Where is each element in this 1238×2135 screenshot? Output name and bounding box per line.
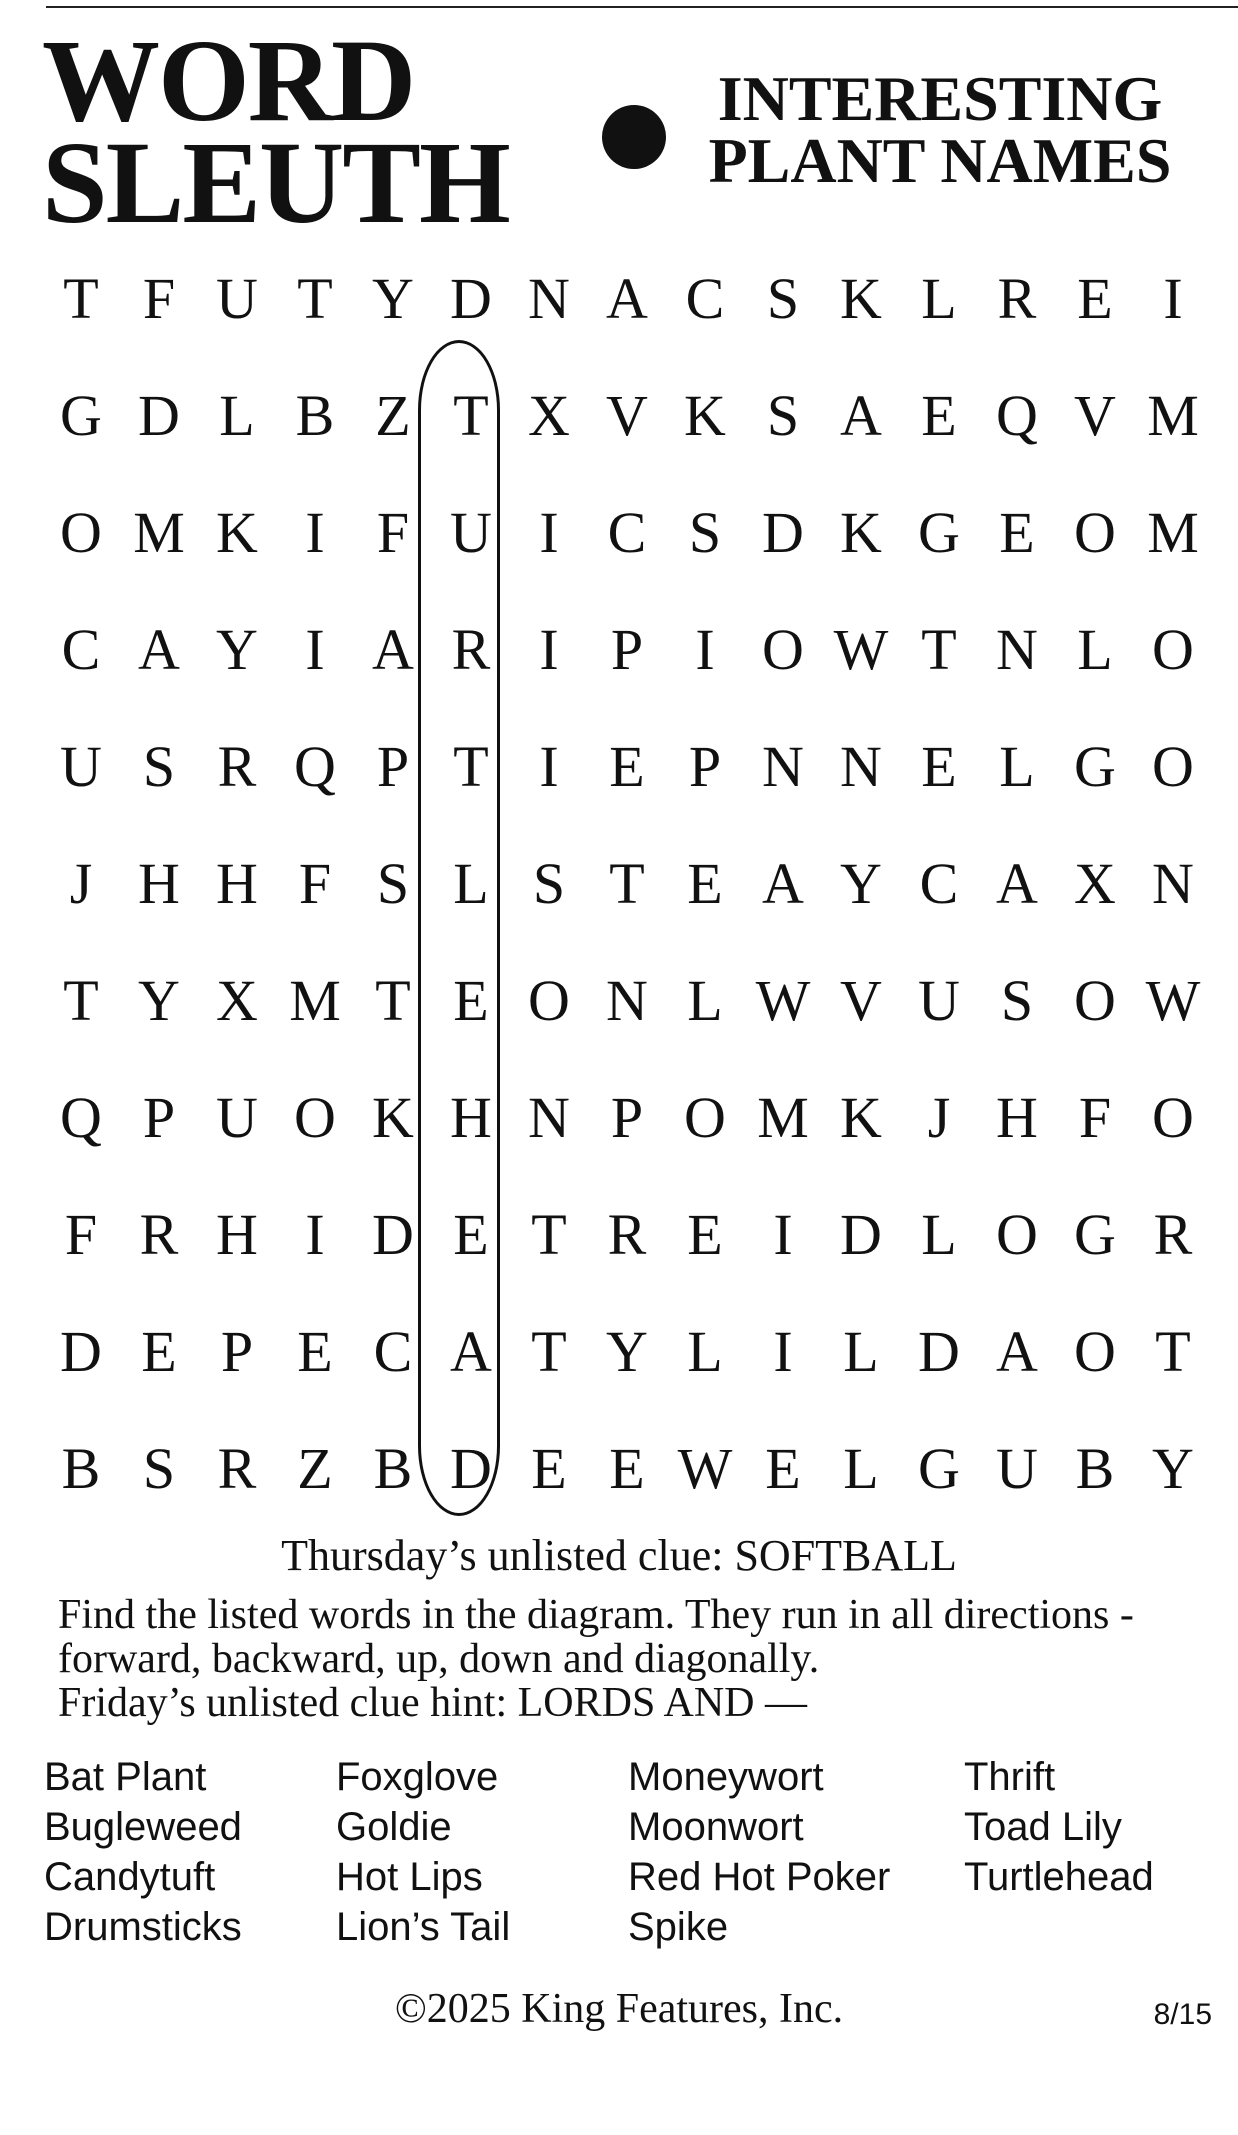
grid-letter[interactable]: O <box>762 617 804 682</box>
grid-letter[interactable]: L <box>1077 617 1113 682</box>
grid-letter[interactable]: O <box>996 1202 1038 1267</box>
grid-letter[interactable]: K <box>372 1085 414 1150</box>
grid-letter[interactable]: V <box>840 968 882 1033</box>
grid-letter[interactable]: J <box>927 1085 951 1150</box>
instructions-line-2: forward, backward, up, down and diagonally. <box>58 1636 820 1682</box>
grid-letter[interactable]: L <box>687 968 723 1033</box>
grid-letter[interactable]: A <box>996 1319 1038 1384</box>
grid-letter[interactable]: I <box>695 617 715 682</box>
grid-letter[interactable]: W <box>833 617 889 682</box>
grid-letter[interactable]: U <box>60 734 102 799</box>
grid-letter[interactable]: T <box>453 734 489 799</box>
word-list-item: Thrift <box>964 1755 1056 1799</box>
grid-letter[interactable]: T <box>453 383 489 448</box>
grid-letter[interactable]: N <box>762 734 804 799</box>
grid-letter[interactable]: G <box>60 383 102 448</box>
grid-letter[interactable]: S <box>766 383 800 448</box>
grid-letter[interactable]: I <box>773 1319 793 1384</box>
word-list-item: Spike <box>628 1905 729 1949</box>
grid-letter[interactable]: D <box>918 1319 960 1384</box>
grid-letter[interactable]: E <box>531 1436 567 1501</box>
grid-letter[interactable]: A <box>450 1319 492 1384</box>
word-list-column-4 <box>964 1752 1154 1902</box>
grid-letter[interactable]: C <box>61 617 101 682</box>
grid-letter[interactable]: L <box>219 383 255 448</box>
grid-letter[interactable]: T <box>531 1319 567 1384</box>
grid-letter[interactable]: B <box>61 1436 101 1501</box>
word-list-item: Goldie <box>336 1805 452 1849</box>
grid-letter[interactable]: J <box>69 851 93 916</box>
grid-letter[interactable]: E <box>765 1436 801 1501</box>
grid-letter[interactable]: T <box>297 266 333 331</box>
grid-letter[interactable]: A <box>762 851 804 916</box>
brand-line-2: SLEUTH <box>42 117 509 248</box>
grid-letter[interactable]: U <box>996 1436 1038 1501</box>
grid-letter[interactable]: R <box>139 1202 179 1267</box>
grid-letter[interactable]: Y <box>840 851 882 916</box>
instructions-line-1: Find the listed words in the diagram. They run in all directions - <box>58 1592 1134 1638</box>
grid-letter[interactable]: E <box>687 851 723 916</box>
grid-letter[interactable]: F <box>1078 1085 1112 1150</box>
instructions-line-3: Friday’s unlisted clue hint: LORDS AND — <box>58 1680 807 1726</box>
grid-letter[interactable]: K <box>216 500 258 565</box>
grid-letter[interactable]: T <box>531 1202 567 1267</box>
grid-letter[interactable]: P <box>688 734 722 799</box>
word-list-column-1 <box>44 1752 242 1952</box>
grid-letter[interactable]: L <box>999 734 1035 799</box>
grid-letter[interactable]: H <box>216 851 258 916</box>
grid-letter[interactable]: O <box>1152 617 1194 682</box>
grid-letter[interactable]: F <box>298 851 332 916</box>
grid-letter[interactable]: D <box>138 383 180 448</box>
grid-letter[interactable]: D <box>762 500 804 565</box>
grid-letter[interactable]: T <box>609 851 645 916</box>
grid-letter[interactable]: O <box>1152 1085 1194 1150</box>
grid-letter[interactable]: D <box>840 1202 882 1267</box>
grid-letter[interactable]: K <box>684 383 726 448</box>
grid-letter[interactable]: V <box>606 383 648 448</box>
grid-letter[interactable]: A <box>996 851 1038 916</box>
grid-letter[interactable]: D <box>372 1202 414 1267</box>
grid-letter[interactable]: W <box>677 1436 733 1501</box>
grid-letter[interactable]: A <box>840 383 882 448</box>
grid-letter[interactable]: X <box>1074 851 1116 916</box>
word-list-item: Moonwort <box>628 1805 804 1849</box>
grid-letter[interactable]: T <box>921 617 957 682</box>
grid-letter[interactable]: E <box>453 1202 489 1267</box>
grid-letter[interactable]: T <box>1155 1319 1191 1384</box>
grid-letter[interactable]: M <box>289 968 341 1033</box>
grid-letter[interactable]: Q <box>60 1085 102 1150</box>
grid-letter[interactable]: M <box>1147 500 1199 565</box>
grid-letter[interactable]: O <box>528 968 570 1033</box>
grid-letter[interactable]: G <box>918 500 960 565</box>
grid-letter[interactable]: P <box>376 734 410 799</box>
grid-letter[interactable]: R <box>217 734 257 799</box>
grid-letter[interactable]: Q <box>294 734 336 799</box>
word-list-item: Moneywort <box>628 1755 824 1799</box>
grid-letter[interactable]: P <box>610 1085 644 1150</box>
word-list-item: Foxglove <box>336 1755 499 1799</box>
instructions <box>58 1593 1208 1725</box>
grid-letter[interactable]: H <box>216 1202 258 1267</box>
grid-letter[interactable]: M <box>757 1085 809 1150</box>
letter-grid <box>42 240 1212 1530</box>
word-list-item: Drumsticks <box>44 1905 242 1949</box>
word-list-column-3 <box>628 1752 890 1952</box>
word-list-item: Candytuft <box>44 1855 216 1899</box>
grid-letter[interactable]: O <box>1152 734 1194 799</box>
grid-letter[interactable]: S <box>376 851 410 916</box>
grid-letter[interactable]: N <box>528 1085 570 1150</box>
grid-letter[interactable]: E <box>921 734 957 799</box>
grid-letter[interactable]: B <box>373 1436 413 1501</box>
grid-letter[interactable]: C <box>919 851 959 916</box>
grid-letter[interactable]: E <box>609 1436 645 1501</box>
grid-letter[interactable]: S <box>766 266 800 331</box>
grid-letter[interactable]: I <box>773 1202 793 1267</box>
grid-letter[interactable]: C <box>607 500 647 565</box>
grid-letter[interactable]: R <box>1153 1202 1193 1267</box>
word-list-item: Red Hot Poker <box>628 1855 891 1899</box>
grid-letter[interactable]: L <box>843 1319 879 1384</box>
grid-letter[interactable]: R <box>997 266 1037 331</box>
grid-letter[interactable]: K <box>840 1085 882 1150</box>
word-list-item: Hot Lips <box>336 1855 483 1899</box>
grid-letter[interactable]: L <box>843 1436 879 1501</box>
grid-letter[interactable]: E <box>921 383 957 448</box>
grid-letter[interactable]: E <box>687 1202 723 1267</box>
grid-letter[interactable]: V <box>1074 383 1116 448</box>
grid-letter[interactable]: S <box>532 851 566 916</box>
word-list-item: Toad Lily <box>964 1805 1122 1849</box>
grid-letter[interactable]: L <box>453 851 489 916</box>
grid-letter[interactable]: L <box>921 1202 957 1267</box>
grid-letter[interactable]: X <box>216 968 258 1033</box>
grid-letter[interactable]: P <box>610 617 644 682</box>
grid-letter[interactable]: F <box>142 266 176 331</box>
puzzle-topic <box>680 63 1200 196</box>
word-list-column-2 <box>336 1752 510 1952</box>
grid-letter[interactable]: M <box>133 500 185 565</box>
word-list-item: Turtlehead <box>964 1855 1154 1899</box>
grid-letter[interactable]: R <box>451 617 491 682</box>
grid-letter[interactable]: I <box>305 500 325 565</box>
grid-letter[interactable]: E <box>141 1319 177 1384</box>
grid-letter[interactable]: O <box>684 1085 726 1150</box>
word-list-item: Bat Plant <box>44 1755 207 1799</box>
grid-letter[interactable]: B <box>1075 1436 1115 1501</box>
grid-letter[interactable]: U <box>216 266 258 331</box>
topic-line-1: INTERESTING <box>717 63 1163 134</box>
bullet-dot <box>602 105 666 169</box>
grid-letter[interactable]: Y <box>1152 1436 1194 1501</box>
grid-letter[interactable]: Y <box>138 968 180 1033</box>
grid-letter[interactable]: L <box>687 1319 723 1384</box>
grid-letter[interactable]: U <box>918 968 960 1033</box>
grid-letter[interactable]: H <box>450 1085 492 1150</box>
grid-letter[interactable]: F <box>376 500 410 565</box>
grid-letter[interactable]: O <box>1074 968 1116 1033</box>
grid-letter[interactable]: K <box>840 266 882 331</box>
copyright: ©2025 King Features, Inc. <box>394 1986 844 2032</box>
found-word-circle <box>418 340 500 1516</box>
grid-letter[interactable]: M <box>1147 383 1199 448</box>
grid-letter[interactable]: N <box>606 968 648 1033</box>
grid-letter[interactable]: G <box>1074 734 1116 799</box>
grid-letter[interactable]: A <box>372 617 414 682</box>
grid-letter[interactable]: B <box>295 383 335 448</box>
word-list-item: Lion’s Tail <box>336 1905 511 1949</box>
grid-letter[interactable]: E <box>1077 266 1113 331</box>
grid-letter[interactable]: S <box>1000 968 1034 1033</box>
grid-letter[interactable]: W <box>1145 968 1201 1033</box>
grid-letter[interactable]: U <box>450 500 492 565</box>
grid-letter[interactable]: H <box>138 851 180 916</box>
grid-letter[interactable]: Y <box>606 1319 648 1384</box>
grid-letter[interactable]: E <box>453 968 489 1033</box>
grid-letter[interactable]: L <box>921 266 957 331</box>
grid-letter[interactable]: A <box>606 266 648 331</box>
grid-letter[interactable]: T <box>63 266 99 331</box>
grid-letter[interactable]: C <box>685 266 725 331</box>
puzzle-brand-title <box>42 15 509 248</box>
top-rule <box>46 6 1238 8</box>
grid-letter[interactable]: O <box>294 1085 336 1150</box>
grid-letter[interactable]: N <box>1152 851 1194 916</box>
grid-letter[interactable]: D <box>450 1436 492 1501</box>
grid-letter[interactable]: O <box>1074 1319 1116 1384</box>
grid-letter[interactable]: D <box>450 266 492 331</box>
grid-letter[interactable]: W <box>755 968 811 1033</box>
grid-letter[interactable]: F <box>64 1202 98 1267</box>
grid-letter[interactable]: K <box>840 500 882 565</box>
grid-letter[interactable]: I <box>305 617 325 682</box>
grid-letter[interactable]: E <box>609 734 645 799</box>
grid-letter[interactable]: S <box>688 500 722 565</box>
grid-letter[interactable]: N <box>840 734 882 799</box>
grid-letter[interactable]: R <box>607 1202 647 1267</box>
grid-letter[interactable]: N <box>528 266 570 331</box>
brand-line-1: WORD <box>42 15 415 146</box>
grid-letter[interactable]: A <box>138 617 180 682</box>
grid-letter[interactable]: I <box>539 734 559 799</box>
grid-letter[interactable]: C <box>373 1319 413 1384</box>
grid-letter[interactable]: I <box>539 617 559 682</box>
grid-letter[interactable]: S <box>142 734 176 799</box>
grid-letter[interactable]: G <box>918 1436 960 1501</box>
grid-letter[interactable]: E <box>999 500 1035 565</box>
grid-letter[interactable]: N <box>996 617 1038 682</box>
grid-letter[interactable]: H <box>996 1085 1038 1150</box>
grid-letter[interactable]: T <box>63 968 99 1033</box>
grid-letter[interactable]: G <box>1074 1202 1116 1267</box>
grid-letter[interactable]: Z <box>297 1436 333 1501</box>
grid-letter[interactable]: Y <box>216 617 258 682</box>
grid-letter[interactable]: I <box>539 500 559 565</box>
grid-letter[interactable]: I <box>1163 266 1183 331</box>
grid-letter[interactable]: O <box>60 500 102 565</box>
publish-date: 8/15 <box>1153 1998 1212 2031</box>
topic-line-2: PLANT NAMES <box>708 125 1172 196</box>
grid-letter[interactable]: R <box>217 1436 257 1501</box>
grid-letter[interactable]: Q <box>996 383 1038 448</box>
grid-letter[interactable]: Z <box>375 383 411 448</box>
grid-letter[interactable]: E <box>297 1319 333 1384</box>
grid-letter[interactable]: P <box>142 1085 176 1150</box>
grid-letter[interactable]: U <box>216 1085 258 1150</box>
grid-letter[interactable]: I <box>305 1202 325 1267</box>
grid-letter[interactable]: P <box>220 1319 254 1384</box>
grid-letter[interactable]: O <box>1074 500 1116 565</box>
grid-letter[interactable]: X <box>528 383 570 448</box>
word-list-item: Bugleweed <box>44 1805 242 1849</box>
grid-letter[interactable]: S <box>142 1436 176 1501</box>
grid-letter[interactable]: T <box>375 968 411 1033</box>
unlisted-clue: Thursday’s unlisted clue: SOFTBALL <box>281 1531 957 1580</box>
grid-letter[interactable]: Y <box>372 266 414 331</box>
grid-letter[interactable]: D <box>60 1319 102 1384</box>
